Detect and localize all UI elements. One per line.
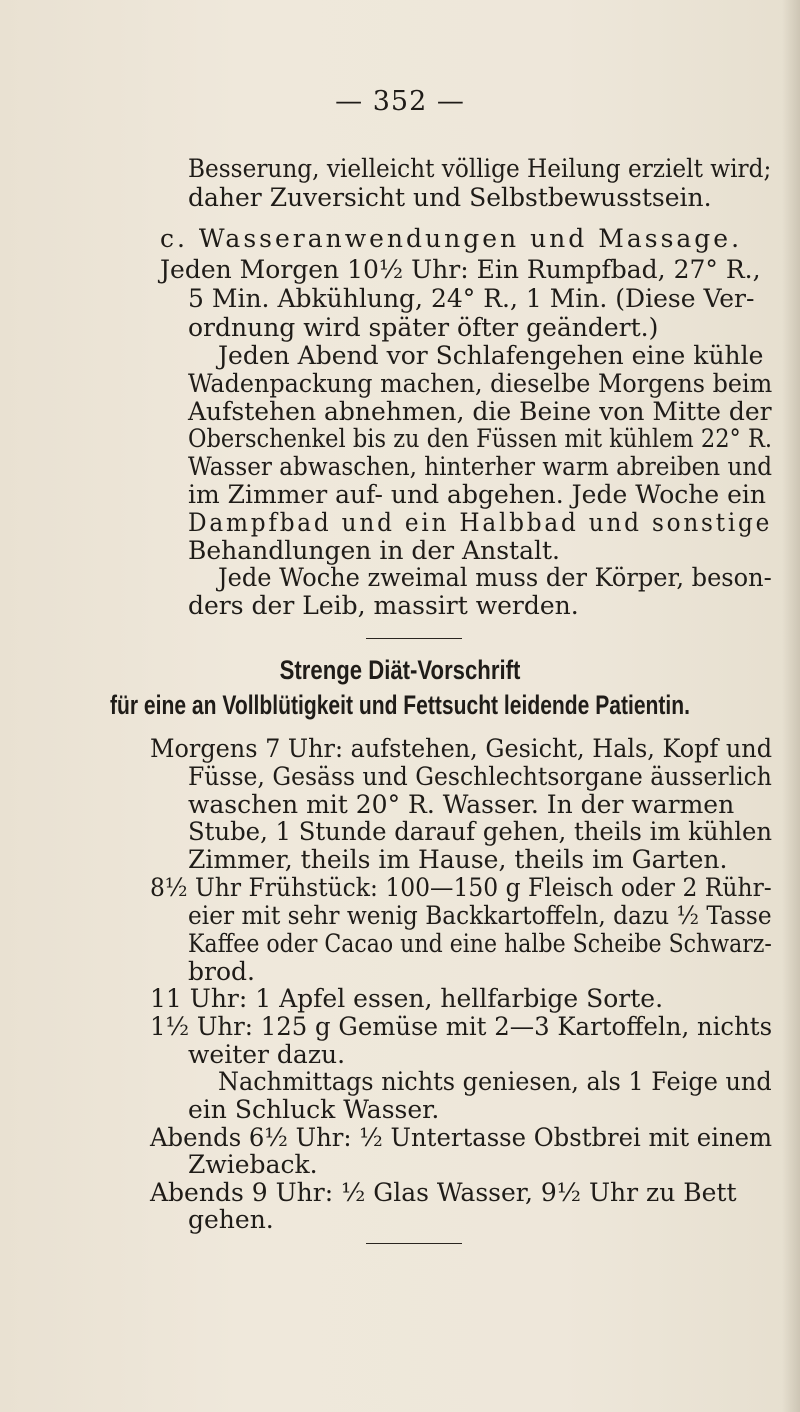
text-line: Abends 9 Uhr: ½ Glas Wasser, 9½ Uhr zu Bett xyxy=(150,1178,737,1207)
text-line: Besserung, vielleicht völlige Heilung erzielt wird; xyxy=(188,154,772,183)
text-line: Füsse, Gesäss und Geschlechtsorgane äusserlich xyxy=(188,762,772,791)
text-line: ein Schluck Wasser. xyxy=(188,1095,440,1124)
text-line: gehen. xyxy=(188,1205,274,1234)
text-line: Jede Woche zweimal muss der Körper, beson- xyxy=(218,563,772,592)
text-line: Dampfbad und ein Halbbad und sonstige xyxy=(188,508,773,537)
text-line: eier mit sehr wenig Backkartoffeln, dazu ½ Tasse xyxy=(188,901,772,930)
text-line: Kaffee oder Cacao und eine halbe Scheibe Schwarz- xyxy=(188,929,772,958)
text-line: waschen mit 20° R. Wasser. In der warmen xyxy=(188,790,735,819)
text-line: Morgens 7 Uhr: aufstehen, Gesicht, Hals, Kopf und xyxy=(150,734,773,763)
page-edge-shadow xyxy=(782,0,800,1412)
heading-patientin: für eine an Vollblütigkeit und Fettsucht leidende Patientin. xyxy=(110,690,690,720)
text-line: Jeden Abend vor Schlafengehen eine kühle xyxy=(218,341,764,370)
divider-rule xyxy=(366,1243,462,1244)
text-line: Nachmittags nichts geniesen, als 1 Feige und xyxy=(218,1067,772,1096)
text-line: im Zimmer auf- und abgehen. Jede Woche ein xyxy=(188,480,766,509)
text-line: Zimmer, theils im Hause, theils im Garten. xyxy=(188,845,728,874)
text-line: daher Zuversicht und Selbstbewusstsein. xyxy=(188,183,712,212)
heading-strenge-diaet: Strenge Diät-Vorschrift xyxy=(279,655,521,685)
page-number: — 352 — xyxy=(335,86,465,117)
text-line: Wasser abwaschen, hinterher warm abreiben und xyxy=(188,452,773,481)
text-line: 1½ Uhr: 125 g Gemüse mit 2—3 Kartoffeln, nichts xyxy=(150,1012,773,1041)
text-line: ders der Leib, massirt werden. xyxy=(188,591,579,620)
text-line: Abends 6½ Uhr: ½ Untertasse Obstbrei mit einem xyxy=(150,1123,773,1152)
text-line: Behandlungen in der Anstalt. xyxy=(188,536,560,565)
text-line: 5 Min. Abkühlung, 24° R., 1 Min. (Diese Ver- xyxy=(188,284,755,313)
text-line: Jeden Morgen 10½ Uhr: Ein Rumpfbad, 27° R., xyxy=(160,255,761,284)
divider-rule xyxy=(366,638,462,639)
text-line: Stube, 1 Stunde darauf gehen, theils im kühlen xyxy=(188,817,773,846)
text-line: Zwieback. xyxy=(188,1150,318,1179)
text-line: 8½ Uhr Frühstück: 100—150 g Fleisch oder 2 Rühr- xyxy=(150,873,772,902)
section-title: c. Wasseranwendungen und Massage. xyxy=(160,224,743,253)
text-line: Aufstehen abnehmen, die Beine von Mitte der xyxy=(188,397,772,426)
text-line: Oberschenkel bis zu den Füssen mit kühlem 22° R. xyxy=(188,424,773,453)
text-line: brod. xyxy=(188,957,255,986)
text-line: weiter dazu. xyxy=(188,1040,346,1069)
text-line: Wadenpackung machen, dieselbe Morgens beim xyxy=(188,369,773,398)
text-line: ordnung wird später öfter geändert.) xyxy=(188,313,659,342)
text-line: 11 Uhr: 1 Apfel essen, hellfarbige Sorte. xyxy=(150,984,664,1013)
